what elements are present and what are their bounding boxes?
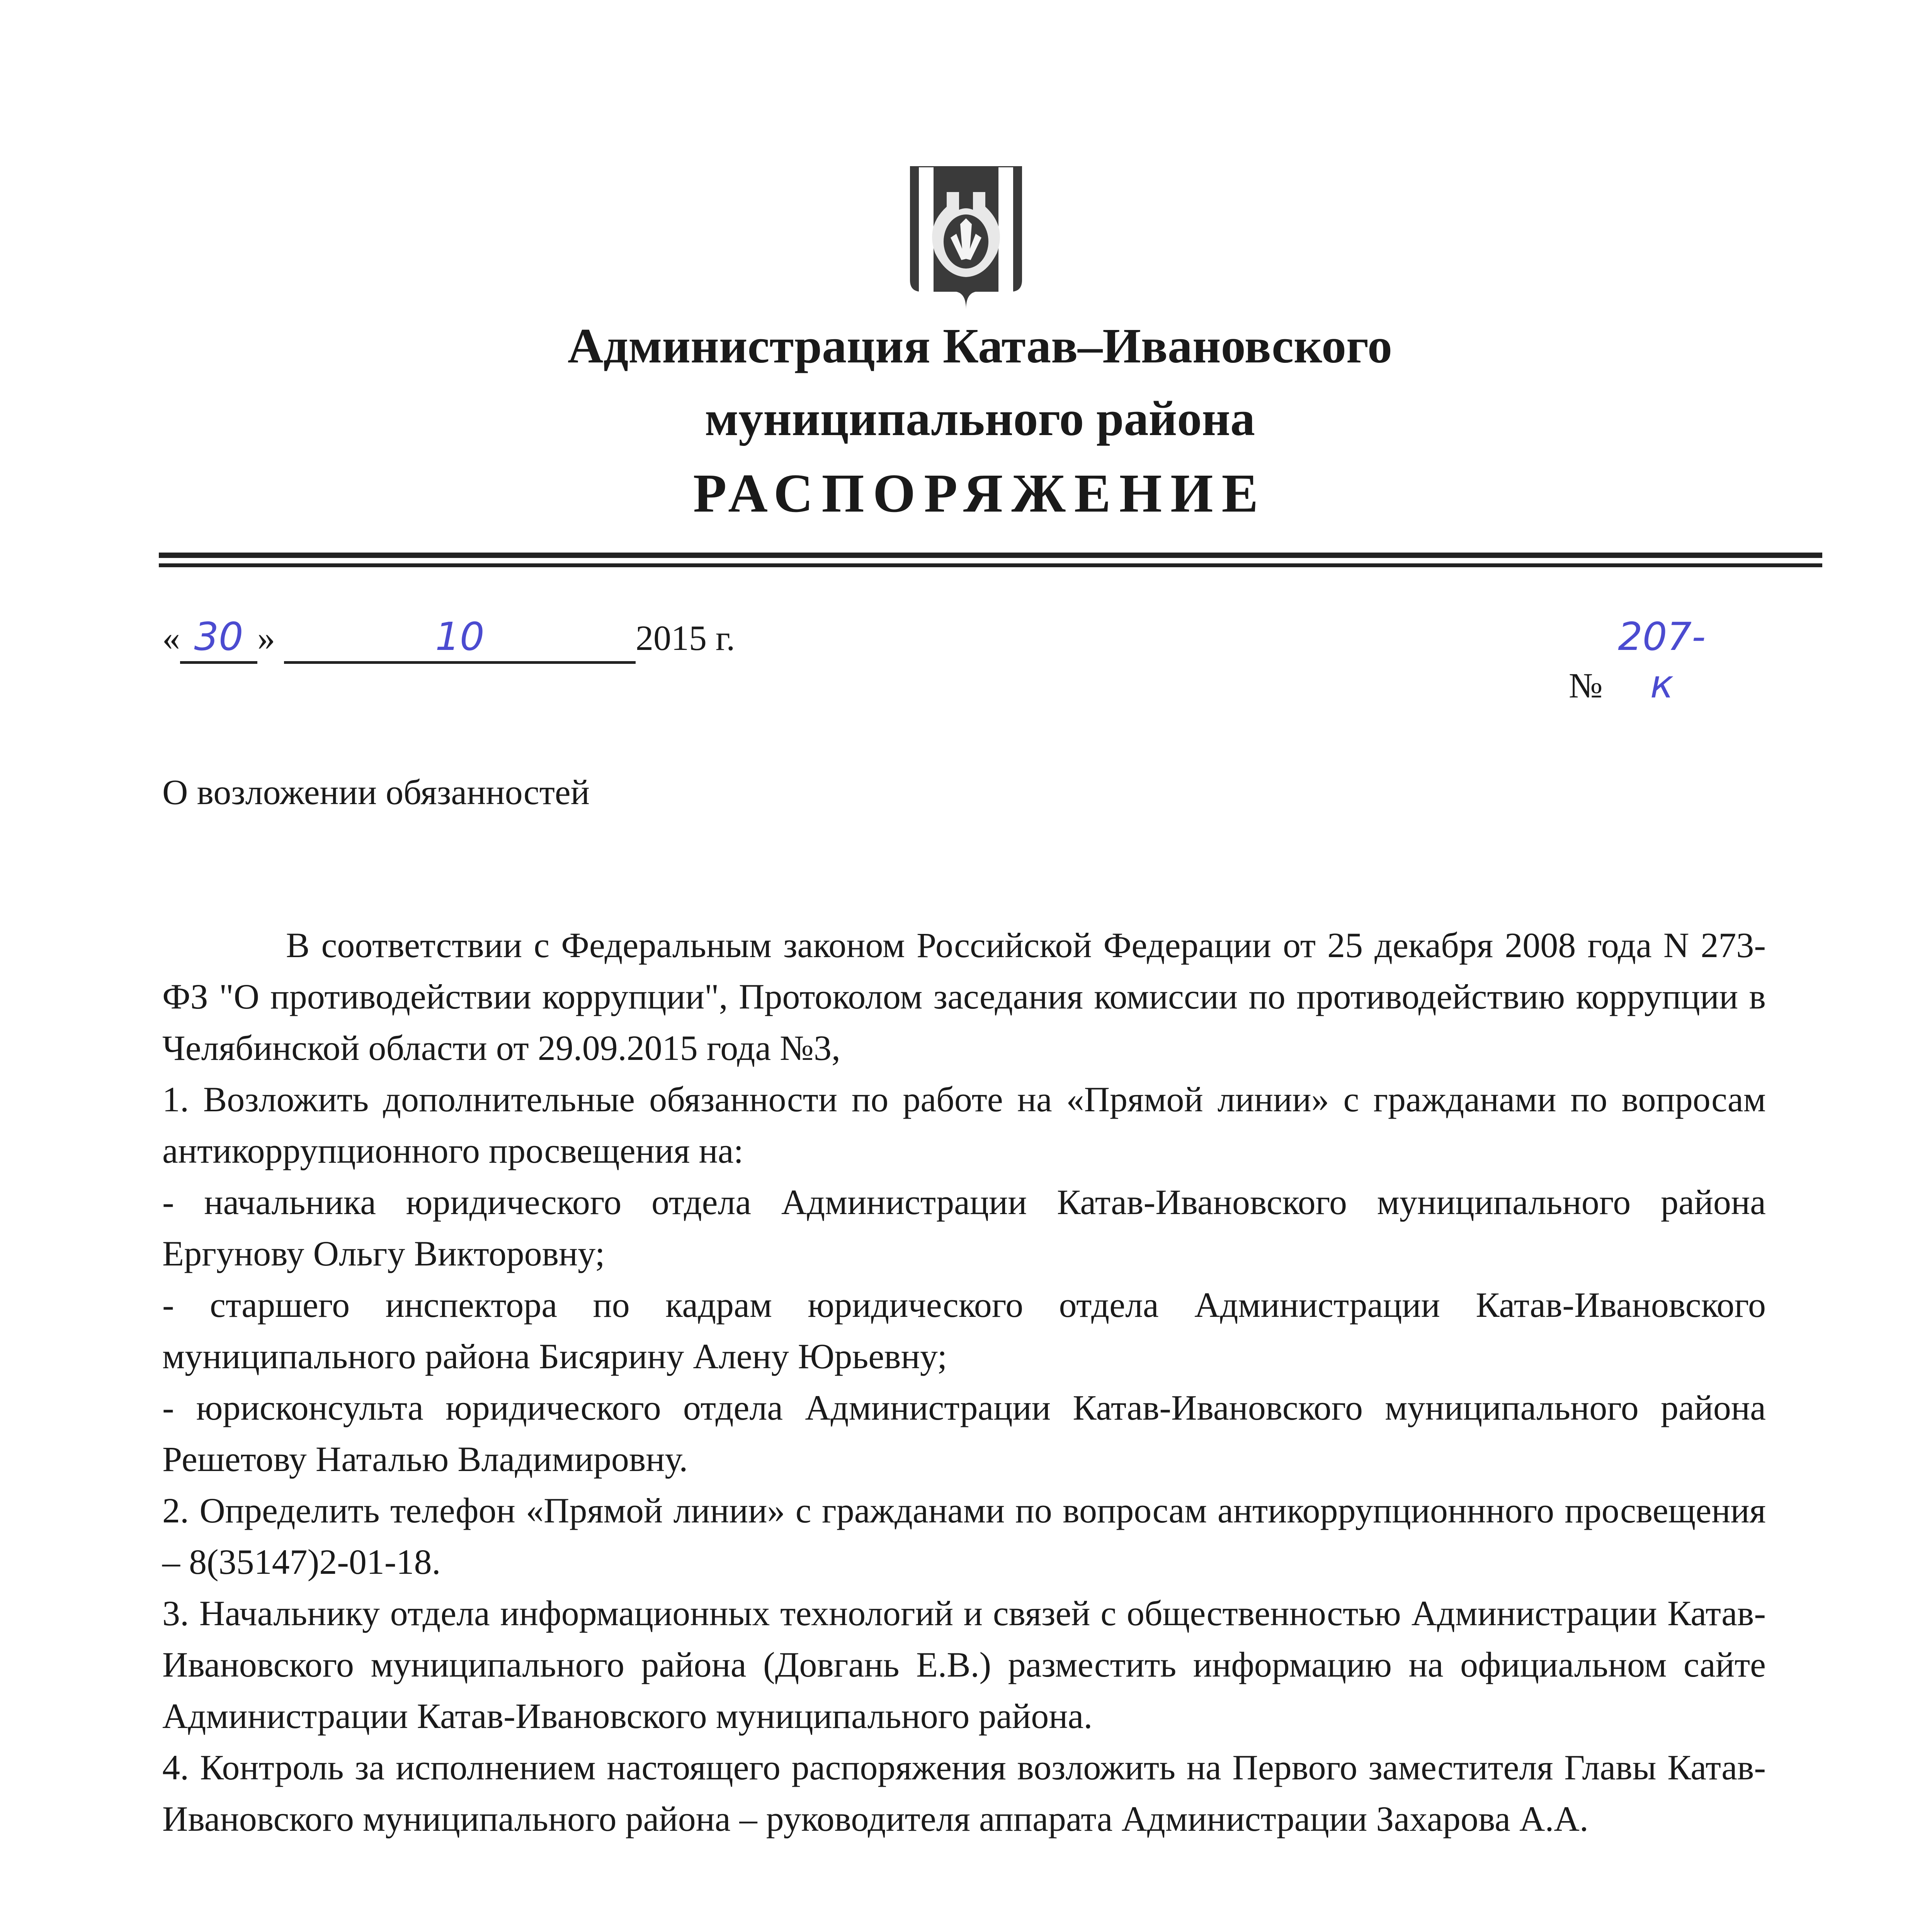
number-label: № <box>1569 666 1603 705</box>
preamble-paragraph: В соответствии с Федеральным законом Российской Федерации от 25 декабря 2008 года N 273-ФЗ "О противодействии коррупции", Протоколом заседания комиссии по противодействию коррупции в Челябинской области от 29.09.2015 года №3, <box>162 925 1766 1068</box>
date-day-field <box>180 614 257 664</box>
org-name-line1: Администрация Катав–Ивановского <box>568 318 1392 373</box>
document-type: РАСПОРЯЖЕНИЕ <box>693 463 1267 524</box>
org-name-line2: муниципального района <box>705 391 1255 446</box>
document-body <box>162 920 1766 1845</box>
item-3-paragraph: 3. Начальнику отдела информационных технологий и связей с общественностью Администрации Катав-Ивановского муниципального района (Довгань Е.В.) разместить информацию на официальном сайте Администрации Катав-Ивановского муниципального района. <box>162 1594 1766 1736</box>
date-month-field <box>284 614 636 664</box>
date-month: 10 <box>435 614 485 659</box>
document-number-field <box>1569 614 1712 711</box>
document-subject: О возложении обязанностей <box>162 772 590 812</box>
header-rule-top <box>159 553 1822 558</box>
document-number-value-field <box>1612 614 1712 711</box>
item-1-person-3: - юрисконсульта юридического отдела Администрации Катав-Ивановского муниципального района Решетову Наталью Владимировну. <box>162 1388 1766 1479</box>
date-year: 2015 г. <box>636 618 735 658</box>
item-1-person-2: - старшего инспектора по кадрам юридического отдела Администрации Катав-Ивановского муниципального района Бисярину Алену Юрьевну; <box>162 1285 1766 1376</box>
date-open-quote: « <box>162 618 180 658</box>
header-rule-bottom <box>159 563 1822 567</box>
date-day: 30 <box>194 614 243 659</box>
item-1-person-1: - начальника юридического отдела Администрации Катав-Ивановского муниципального района Ергунову Ольгу Викторовну; <box>162 1182 1766 1273</box>
item-4-paragraph: 4. Контроль за исполнением настоящего распоряжения возложить на Первого заместителя Главы Катав-Ивановского муниципального района – руководителя аппарата Администрации Захарова А.А. <box>162 1748 1766 1838</box>
item-1-paragraph: 1. Возложить дополнительные обязанности по работе на «Прямой линии» с гражданами по вопросам антикоррупционного просвещения на: <box>162 1080 1766 1170</box>
coat-of-arms-icon <box>908 164 1024 311</box>
document-number: 207-к <box>1618 614 1706 707</box>
item-2-paragraph: 2. Определить телефон «Прямой линии» с гражданами по вопросам антикоррупционнного просвещения – 8(35147)2-01-18. <box>162 1491 1766 1582</box>
date-close-quote: » <box>257 618 275 658</box>
date-field <box>162 614 735 664</box>
